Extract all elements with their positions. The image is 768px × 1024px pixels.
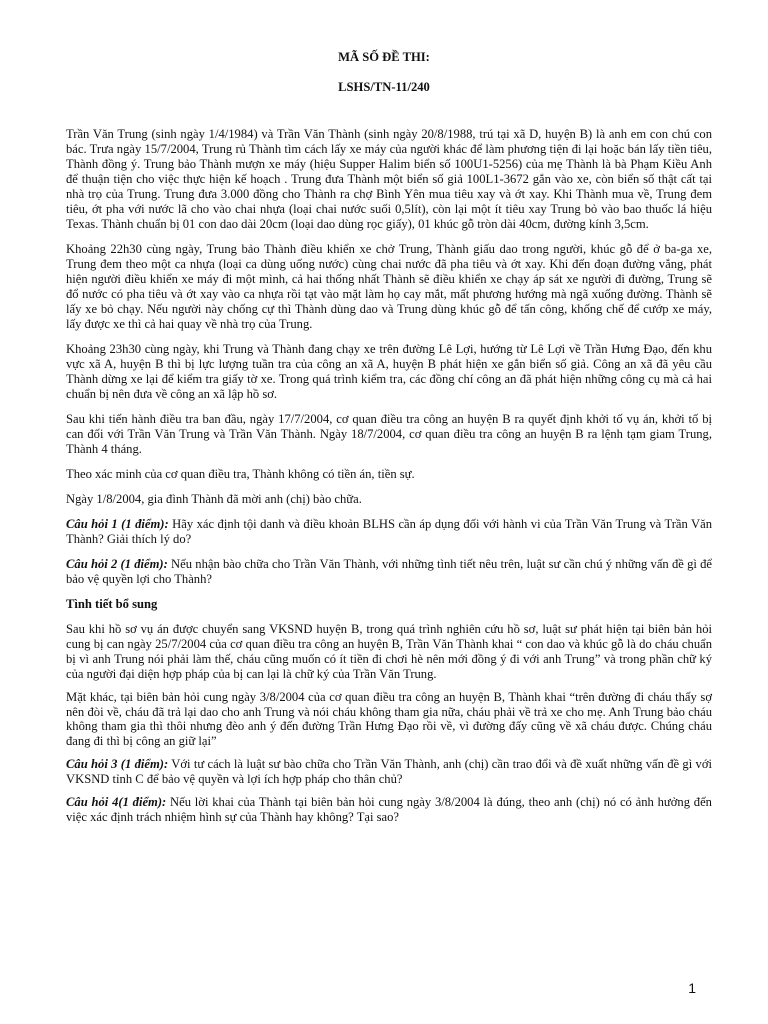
question-2-label: Câu hỏi 2 (1 điểm): [66,556,168,571]
case-paragraph-6: Ngày 1/8/2004, gia đình Thành đã mời anh (chị) bào chữa. [66,491,362,506]
supplement-paragraph-1: Sau khi hồ sơ vụ án được chuyển sang VKSND huyện B, trong quá trình nghiên cứu hồ sơ, luật sư phát hiện tại biên bản hỏi cung bị can ngày 25/7/2004 của cơ quan điều tra công an huyện B, Trần Văn Thành khai “ con dao và khúc gỗ là do cháu chuẩn bị vì anh Trung nói phải làm thế, cháu cũng muốn có ít tiền đi chơi hè nên mới đồng ý đi với anh Trung” và trong phần chữ ký của người đại diện hợp pháp của bị can lại là chữ ký của Trần Văn Trung. [66,621,712,681]
question-4-label: Câu hỏi 4(1 điểm): [66,795,167,810]
question-4 [66,795,712,825]
question-1-label: Câu hỏi 1 (1 điểm): [66,516,169,531]
case-paragraph-5: Theo xác minh của cơ quan điều tra, Thành không có tiền án, tiền sự. [66,466,415,481]
page-number: 1 [688,980,696,996]
question-3-label: Câu hỏi 3 (1 điểm): [66,757,169,772]
question-2 [66,557,712,587]
question-3 [66,757,712,787]
case-paragraph-3: Khoảng 23h30 cùng ngày, khi Trung và Thành đang chạy xe trên đường Lê Lợi, hướng từ Lê Lợi về Trần Hưng Đạo, đến khu vực xã A, huyện B thì bị lực lượng tuần tra của công an xã A, huyện B phát hiện xe gắn biển số giả. Công an xã đã yêu cầu Thành dừng xe lại để kiểm tra giấy tờ xe. Trong quá trình kiểm tra, các đồng chí công an đã phát hiện những công cụ mà cả hai chuẩn bị nên đưa về công an xã lập hồ sơ. [66,341,712,401]
case-paragraph-1: Trần Văn Trung (sinh ngày 1/4/1984) và Trần Văn Thành (sinh ngày 20/8/1988, trú tại xã D, huyện B) là anh em con chú con bác. Trưa ngày 15/7/2004, Trung rủ Thành tìm cách lấy xe máy của người khác để làm phương tiện đi lại hoặc bán lấy tiền tiêu, Thành đồng ý. Trung bảo Thành mượn xe máy (hiệu Supper Halim biển số 100U1-5256) của mẹ Thành là bà Phạm Kiều Anh để thuận tiện cho việc thực hiện kế hoạch . Trung đưa Thành một biển số giả 100L1-3672 gắn vào xe, còn biển số thật cất tại nhà trọ của Trung. Trung đưa 3.000 đồng cho Thành ra chợ Bình Yên mua tiêu xay và ớt xay. Khi Thành mua về, Trung đem tiêu, ớt pha với nước lã cho vào chai nhựa (loại chai nước suối 0,5lít), còn lại một ít tiêu xay Trung bỏ vào bao thuốc lá hiệu Texas. Thành chuẩn bị 01 con dao dài 20cm (loại dao dùng rọc giấy), 01 khúc gỗ tròn dài 40cm, đường kính 3,5cm. [66,127,712,231]
question-1 [66,517,712,547]
exam-header [0,50,768,95]
question-4-text: Nếu lời khai của Thành tại biên bản hỏi cung ngày 3/8/2004 là đúng, theo anh (chị) nó có ảnh hưởng đến việc xác định trách nhiệm hình sự của Thành hay không? Tại sao? [66,795,712,825]
case-paragraph-2: Khoảng 22h30 cùng ngày, Trung bảo Thành điều khiển xe chở Trung, Thành giấu dao trong người, khúc gỗ để ở ba-ga xe, Trung đem theo một ca nhựa (loại ca dùng uống nước) cùng chai nước đã pha tiêu và ớt xay. Khi đến đoạn đường vắng, phát hiện người điều khiển xe máy đi một mình, cả hai thống nhất Thành sẽ điều khiển xe chạy áp sát xe người đi đường, Trung sẽ đổ nước có pha tiêu và ớt xay vào ca nhựa rồi tạt vào mặt làm họ cay mắt, mất phương hướng mà ngã xuống đường. Thành sẽ lấy xe bỏ chạy. Nếu người này chống cự thì Thành dùng dao và Trung dùng khúc gỗ để tấn công, khống chế để cướp xe máy, lấy được xe thì cả hai quay về nhà trọ của Trung. [66,241,712,331]
exam-code-label: MÃ SỐ ĐỀ THI: [338,50,430,64]
section-title: Tình tiết bổ sung [66,596,158,611]
question-3-text: Với tư cách là luật sư bào chữa cho Trần Văn Thành, anh (chị) cần trao đổi và đề xuất những vấn đề gì với VKSND tỉnh C để bảo vệ quyền và lợi ích hợp pháp cho thân chủ? [66,757,712,787]
question-1-text: Hãy xác định tội danh và điều khoản BLHS cần áp dụng đối với hành vi của Trần Văn Trung và Trần Văn Thành? Giải thích lý do? [66,516,712,546]
question-2-text: Nếu nhận bào chữa cho Trần Văn Thành, với những tình tiết nêu trên, luật sư cần chú ý những vấn đề gì để bảo vệ quyền lợi cho Thành? [66,556,712,586]
document-body [66,127,712,833]
case-paragraph-4: Sau khi tiến hành điều tra ban đầu, ngày 17/7/2004, cơ quan điều tra công an huyện B ra quyết định khởi tố vụ án, khởi tố bị can đối với Trần Văn Trung và Trần Văn Thành. Ngày 18/7/2004, cơ quan điều tra công an huyện B ra lệnh tạm giam Trung, Thành 4 tháng. [66,411,712,456]
exam-code: LSHS/TN-11/240 [338,79,430,94]
supplement-paragraph-2: Mặt khác, tại biên bản hỏi cung ngày 3/8/2004 của cơ quan điều tra công an huyện B, Thành khai “trên đường đi cháu thấy sợ nên đòi về, cháu đã trả lại dao cho anh Trung và nói cháu không tham gia nữa, cháu phải về trả xe cho mẹ. Anh Trung bảo cháu không tham gia thì thôi nhưng đèo anh ý đến đường Trần Hưng Đạo rồi về, vì đường đấy cũng về xã cháu được. Chúng cháu đang đi thì bị công an giữ lại” [66,689,712,749]
